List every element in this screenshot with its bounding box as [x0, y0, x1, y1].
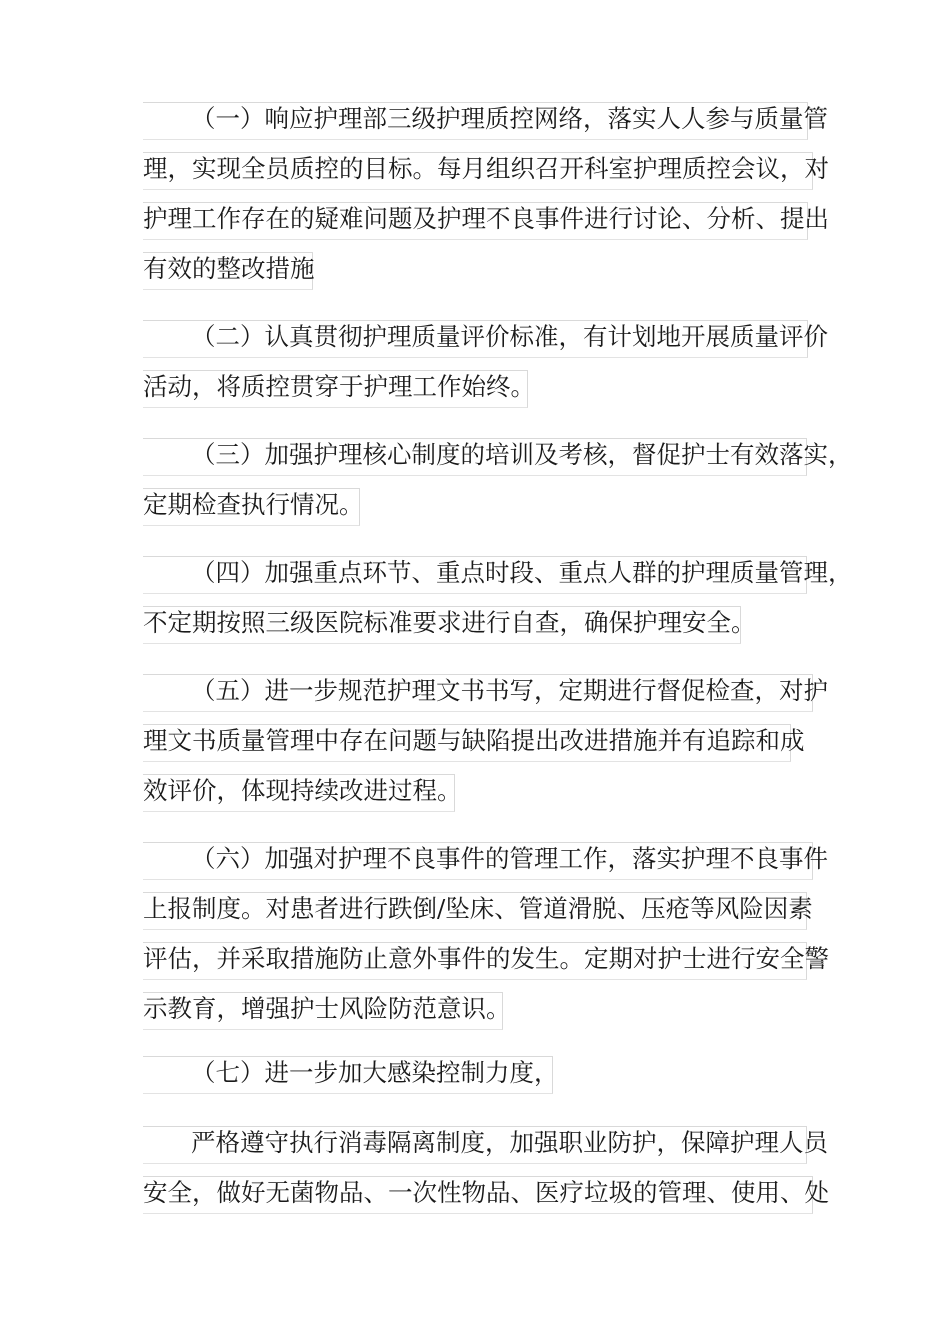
text-line: （五）进一步规范护理文书书写，定期进行督促检查，对护 [143, 674, 813, 712]
text-line: 严格遵守执行消毒隔离制度，加强职业防护，保障护理人员 [143, 1126, 807, 1164]
text-line: 定期检查执行情况。 [143, 488, 360, 526]
text-line: 安全，做好无菌物品、一次性物品、医疗垃圾的管理、使用、处 [143, 1176, 813, 1214]
text-line: （二）认真贯彻护理质量评价标准，有计划地开展质量评价 [143, 320, 808, 358]
text-line: 护理工作存在的疑难问题及护理不良事件进行讨论、分析、提出 [143, 202, 808, 240]
text-line: （七）进一步加大感染控制力度， [143, 1056, 553, 1094]
text-line: 上报制度。对患者进行跌倒/坠床、管道滑脱、压疮等风险因素 [143, 892, 807, 930]
text-line: （三）加强护理核心制度的培训及考核，督促护士有效落实， [143, 438, 807, 476]
text-line: 有效的整改措施 [143, 252, 313, 290]
text-line: 示教育，增强护士风险防范意识。 [143, 992, 503, 1030]
text-line: 理文书质量管理中存在问题与缺陷提出改进措施并有追踪和成 [143, 724, 791, 762]
text-line: 效评价，体现持续改进过程。 [143, 774, 455, 812]
text-line: （六）加强对护理不良事件的管理工作，落实护理不良事件 [143, 842, 813, 880]
text-line: （一）响应护理部三级护理质控网络，落实人人参与质量管 [143, 102, 808, 140]
text-line: 理，实现全员质控的目标。每月组织召开科室护理质控会议，对 [143, 152, 813, 190]
text-line: 不定期按照三级医院标准要求进行自查，确保护理安全。 [143, 606, 741, 644]
text-line: 评估，并采取措施防止意外事件的发生。定期对护士进行安全警 [143, 942, 807, 980]
text-line: 活动，将质控贯穿于护理工作始终。 [143, 370, 528, 408]
text-line: （四）加强重点环节、重点时段、重点人群的护理质量管理， [143, 556, 807, 594]
